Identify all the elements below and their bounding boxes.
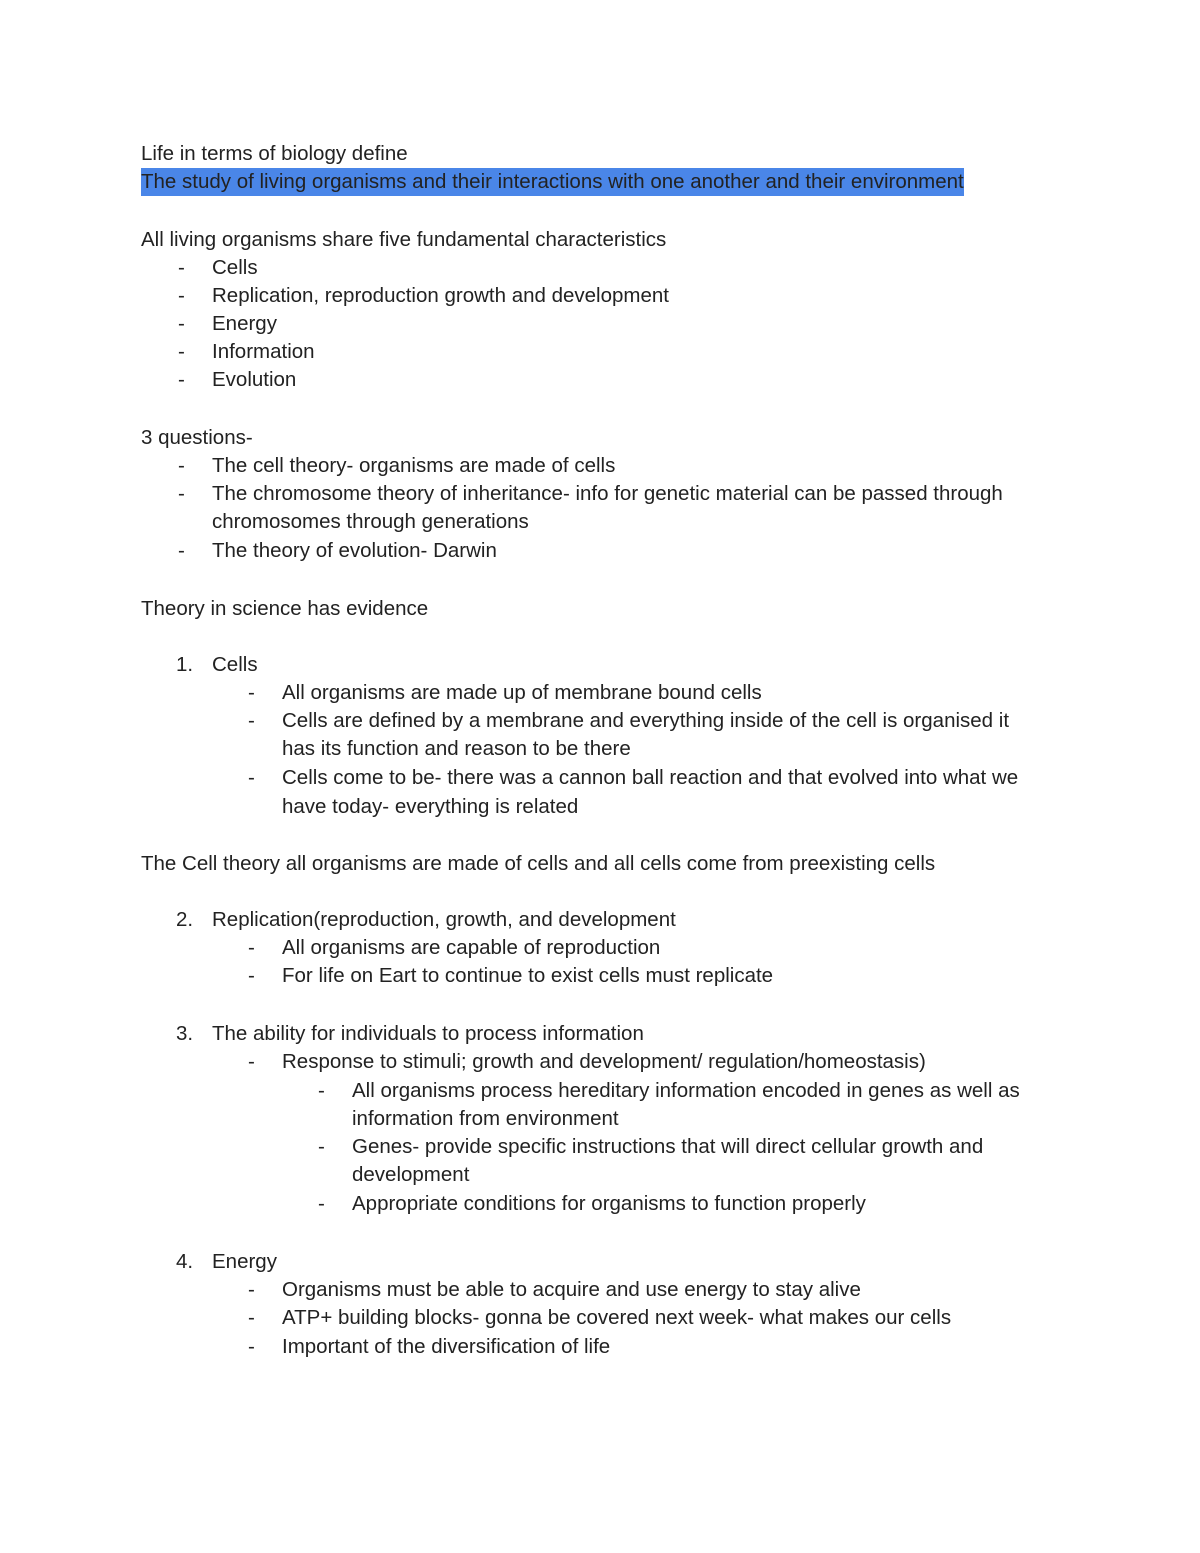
- list-item-text: development: [352, 1163, 470, 1186]
- list-item-text: Response to stimuli; growth and development/ regulation/homeostasis): [282, 1050, 926, 1073]
- list-item-text: Evolution: [212, 368, 297, 391]
- paragraph-line: Theory in science has evidence: [141, 597, 429, 620]
- bullet-dash: -: [248, 936, 255, 959]
- list-item-text: have today- everything is related: [282, 795, 579, 818]
- list-number: 2.: [176, 908, 194, 931]
- list-number: 1.: [176, 653, 194, 676]
- bullet-dash: -: [318, 1079, 325, 1102]
- list-item-text: Energy: [212, 1250, 277, 1273]
- list-item-text: information from environment: [352, 1107, 619, 1130]
- bullet-dash: -: [248, 1306, 255, 1329]
- bullet-dash: -: [248, 1050, 255, 1073]
- bullet-dash: -: [248, 964, 255, 987]
- list-item-text: chromosomes through generations: [212, 510, 529, 533]
- bullet-dash: -: [248, 709, 255, 732]
- list-item-text: Important of the diversification of life: [282, 1335, 611, 1358]
- list-item-text: For life on Eart to continue to exist cells must replicate: [282, 964, 774, 987]
- list-item-text: The chromosome theory of inheritance- info for genetic material can be passed through: [212, 482, 1003, 505]
- bullet-dash: -: [318, 1135, 325, 1158]
- bullet-dash: -: [248, 681, 255, 704]
- bullet-dash: -: [178, 368, 185, 391]
- bullet-dash: -: [248, 766, 255, 789]
- paragraph-line: The Cell theory all organisms are made of cells and all cells come from preexisting cells: [141, 852, 936, 875]
- bullet-dash: -: [178, 312, 185, 335]
- list-item-text: Information: [212, 340, 315, 363]
- list-item-text: Cells: [212, 653, 258, 676]
- list-item-text: The cell theory- organisms are made of cells: [212, 454, 616, 477]
- bullet-dash: -: [178, 256, 185, 279]
- list-item-text: All organisms are capable of reproduction: [282, 936, 661, 959]
- list-item-text: All organisms are made up of membrane bound cells: [282, 681, 762, 704]
- bullet-dash: -: [178, 454, 185, 477]
- paragraph-line: 3 questions-: [141, 426, 253, 449]
- list-item-text: Cells come to be- there was a cannon ball reaction and that evolved into what we: [282, 766, 1019, 789]
- bullet-dash: -: [178, 482, 185, 505]
- list-item-text: The theory of evolution- Darwin: [212, 539, 497, 562]
- list-item-text: Genes- provide specific instructions that will direct cellular growth and: [352, 1135, 984, 1158]
- list-item-text: Replication(reproduction, growth, and development: [212, 908, 676, 931]
- list-item-text: The ability for individuals to process information: [212, 1022, 644, 1045]
- list-item-text: Cells are defined by a membrane and everything inside of the cell is organised it: [282, 709, 1010, 732]
- list-item-text: Replication, reproduction growth and development: [212, 284, 669, 307]
- bullet-dash: -: [318, 1192, 325, 1215]
- bullet-dash: -: [248, 1278, 255, 1301]
- list-item-text: ATP+ building blocks- gonna be covered next week- what makes our cells: [282, 1306, 952, 1329]
- list-item-text: All organisms process hereditary information encoded in genes as well as: [352, 1079, 1020, 1102]
- list-number: 3.: [176, 1022, 194, 1045]
- bullet-dash: -: [178, 340, 185, 363]
- list-item-text: Appropriate conditions for organisms to function properly: [352, 1192, 866, 1215]
- bullet-dash: -: [178, 284, 185, 307]
- highlighted-definition: The study of living organisms and their interactions with one another and their environment: [141, 168, 964, 196]
- list-item-text: Cells: [212, 256, 258, 279]
- paragraph-line: All living organisms share five fundamental characteristics: [141, 228, 667, 251]
- list-item-text: Organisms must be able to acquire and use energy to stay alive: [282, 1278, 861, 1301]
- paragraph-line: Life in terms of biology define: [141, 142, 408, 165]
- bullet-dash: -: [248, 1335, 255, 1358]
- list-item-text: Energy: [212, 312, 277, 335]
- bullet-dash: -: [178, 539, 185, 562]
- list-number: 4.: [176, 1250, 194, 1273]
- list-item-text: has its function and reason to be there: [282, 737, 631, 760]
